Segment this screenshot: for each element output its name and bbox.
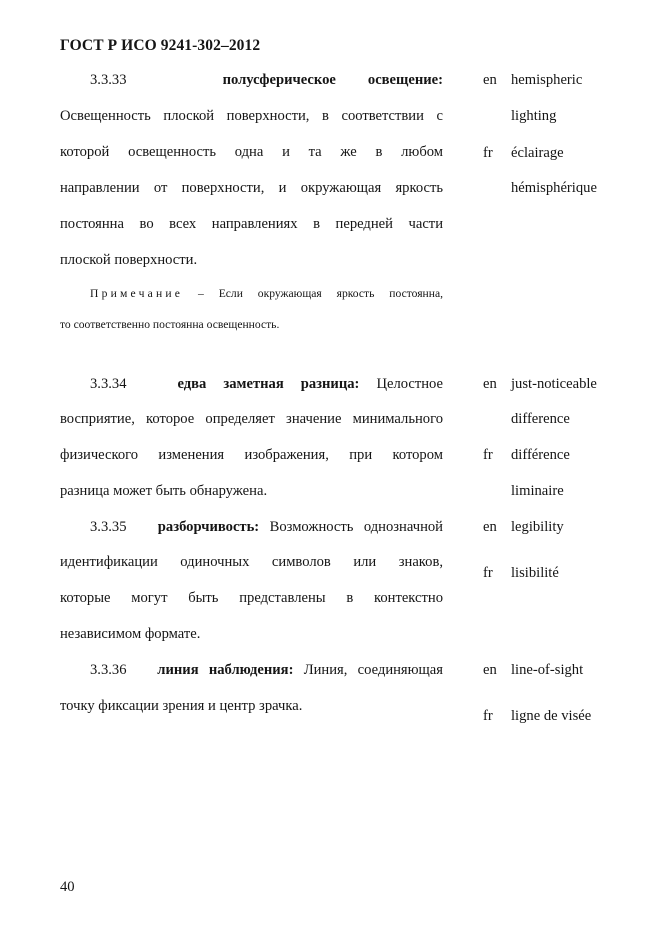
equivalent-fr: différence: [511, 447, 570, 463]
term-3334-term-word1: едва: [177, 376, 207, 392]
lang-code-en: en: [483, 662, 497, 678]
lang-code-fr: fr: [483, 708, 493, 724]
equivalent-fr: ligne de visée: [511, 708, 592, 724]
term-3334-term-word3: разница:: [300, 376, 360, 392]
term-3333-note: [90, 285, 443, 303]
equivalent-en: difference: [511, 411, 570, 427]
term-3333-term-word2: освещение:: [367, 72, 443, 88]
equivalent-fr: lisibilité: [511, 565, 559, 581]
term-3333-heading: [90, 71, 443, 89]
term-3333-def-line: плоской поверхности.: [60, 252, 198, 268]
term-3335-term: разборчивость:: [157, 519, 260, 535]
term-3333-number: 3.3.33: [90, 72, 127, 88]
term-3333-def-line: направлении от поверхности, и окружающая яркость: [60, 180, 443, 196]
equivalent-en: lighting: [511, 108, 557, 124]
term-3333-def-line: постоянна во всех направлениях в передней части: [60, 216, 443, 232]
term-3335-heading: [90, 518, 443, 536]
lang-code-en: en: [483, 519, 497, 535]
equivalent-fr: liminaire: [511, 483, 564, 499]
equivalent-en: legibility: [511, 519, 564, 535]
document-header: ГОСТ Р ИСО 9241-302–2012: [60, 37, 261, 54]
lang-code-fr: fr: [483, 447, 493, 463]
equivalent-fr: éclairage: [511, 145, 564, 161]
note-label: Примечание: [90, 287, 184, 300]
equivalent-en: just-noticeable: [511, 376, 597, 392]
term-3333-note-line2: то соответственно постоянна освещенность.: [60, 318, 280, 331]
term-3336-heading: [90, 661, 443, 679]
term-3334-term-word2: заметная: [223, 376, 284, 392]
equivalent-en: line-of-sight: [511, 662, 584, 678]
term-3335-def-start: Возможность однозначной: [269, 519, 443, 535]
equivalent-en: hemispheric: [511, 72, 583, 88]
term-3335-def-line: которые могут быть представлены в контекстно: [60, 590, 443, 606]
term-3334-number: 3.3.34: [90, 376, 127, 392]
term-3336-def-start: Линия, соединяющая: [303, 662, 443, 678]
term-3335-def-line: идентификации одиночных символов или знаков,: [60, 554, 443, 570]
lang-code-en: en: [483, 376, 497, 392]
lang-code-en: en: [483, 72, 497, 88]
term-3334-def-line: физического изменения изображения, при котором: [60, 447, 443, 463]
term-3335-number: 3.3.35: [90, 519, 127, 535]
term-3336-def-line: точку фиксации зрения и центр зрачка.: [60, 698, 303, 714]
term-3334-heading: [90, 375, 443, 393]
note-text: – Если окружающая яркость постоянна,: [183, 287, 443, 300]
term-3334-def-line: разница может быть обнаружена.: [60, 483, 268, 499]
term-3333-term-word1: полусферическое: [222, 72, 336, 88]
term-3335-def-line: независимом формате.: [60, 626, 201, 642]
page-number: 40: [60, 879, 75, 895]
lang-code-fr: fr: [483, 565, 493, 581]
lang-code-fr: fr: [483, 145, 493, 161]
equivalent-fr: hémisphérique: [511, 180, 597, 196]
term-3333-def-line: Освещенность плоской поверхности, в соответствии с: [60, 108, 443, 124]
term-3336-term: линия наблюдения:: [157, 662, 294, 678]
term-3334-def-line: восприятие, которое определяет значение минимального: [60, 411, 443, 427]
term-3336-number: 3.3.36: [90, 662, 127, 678]
term-3333-def-line: которой освещенность одна и та же в любом: [60, 144, 443, 160]
term-3334-def-start: Целостное: [376, 376, 444, 392]
